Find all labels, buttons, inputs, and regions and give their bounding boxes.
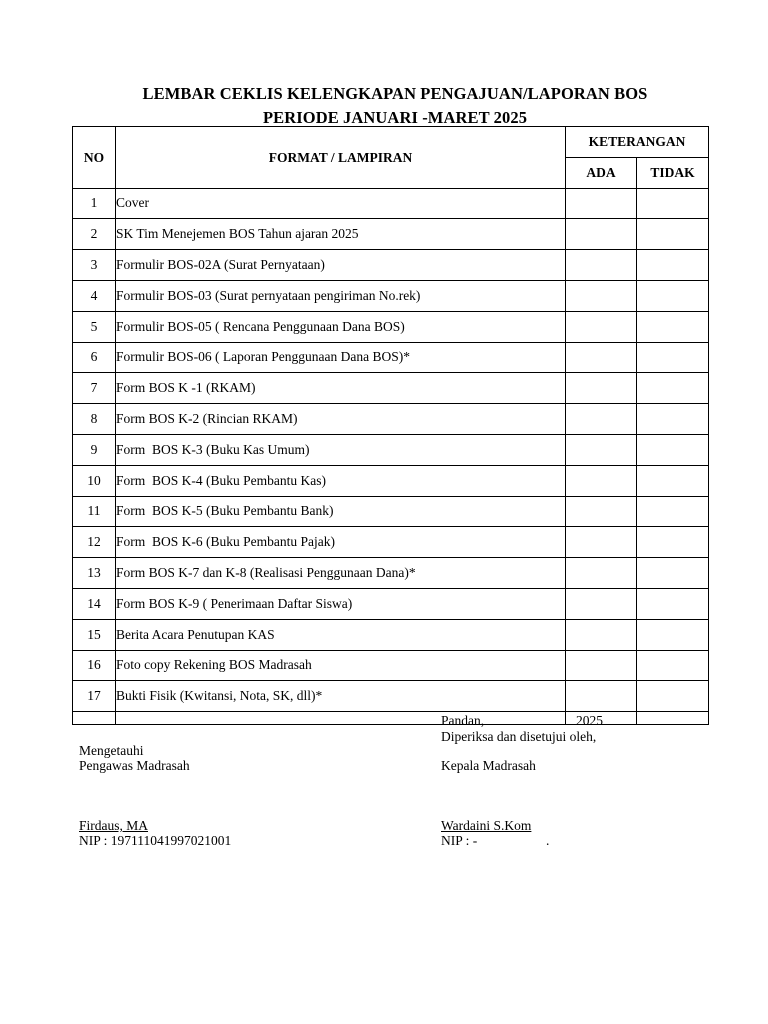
table-row [73, 558, 709, 589]
row-number: 8 [73, 404, 116, 435]
table-row [73, 434, 709, 465]
row-item: Bukti Fisik (Kwitansi, Nota, SK, dll)* [116, 681, 566, 712]
checkbox-tidak[interactable] [637, 558, 709, 589]
checkbox-tidak[interactable] [637, 250, 709, 281]
header-tidak: TIDAK [637, 157, 709, 188]
left-signatory-nip: NIP : 197111041997021001 [79, 833, 232, 848]
checkbox-ada[interactable] [566, 434, 637, 465]
left-label-pengawas: Pengawas Madrasah [79, 758, 190, 773]
table-row [73, 465, 709, 496]
checkbox-tidak[interactable] [637, 619, 709, 650]
table-row [73, 404, 709, 435]
table-header-row [73, 127, 709, 158]
right-signatory-nip: NIP : - [441, 833, 478, 848]
row-number: 12 [73, 527, 116, 558]
table-row [73, 280, 709, 311]
table-row [73, 219, 709, 250]
header-ada: ADA [566, 157, 637, 188]
row-number: 6 [73, 342, 116, 373]
right-label-kepala: Kepala Madrasah [441, 758, 536, 773]
table-row [73, 619, 709, 650]
checkbox-ada[interactable] [566, 280, 637, 311]
checkbox-ada[interactable] [566, 465, 637, 496]
checkbox-tidak[interactable] [637, 434, 709, 465]
checkbox-tidak[interactable] [637, 404, 709, 435]
table-row [73, 373, 709, 404]
checkbox-tidak[interactable] [637, 188, 709, 219]
document-title: LEMBAR CEKLIS KELENGKAPAN PENGAJUAN/LAPORAN BOS [142, 84, 648, 103]
row-number: 16 [73, 650, 116, 681]
checkbox-ada[interactable] [566, 250, 637, 281]
row-number: 14 [73, 588, 116, 619]
row-number: 5 [73, 311, 116, 342]
row-item: Form BOS K-4 (Buku Pembantu Kas) [116, 465, 566, 496]
checkbox-ada[interactable] [566, 558, 637, 589]
table-row [73, 527, 709, 558]
document-period: PERIODE JANUARI -MARET 2025 [262, 108, 528, 127]
row-item: Form BOS K-7 dan K-8 (Realisasi Penggunaan Dana)* [116, 558, 566, 589]
checklist-table [72, 126, 709, 725]
signature-checked-by: Diperiksa dan disetujui oleh, [441, 729, 597, 744]
checkbox-ada[interactable] [566, 219, 637, 250]
row-number: 17 [73, 681, 116, 712]
checkbox-tidak[interactable] [637, 496, 709, 527]
row-item: Form BOS K-3 (Buku Kas Umum) [116, 434, 566, 465]
checkbox-ada[interactable] [566, 404, 637, 435]
row-item: SK Tim Menejemen BOS Tahun ajaran 2025 [116, 219, 566, 250]
row-number: 10 [73, 465, 116, 496]
right-signatory-nip-dot: . [546, 833, 550, 848]
checkbox-tidak[interactable] [637, 465, 709, 496]
checkbox-tidak[interactable] [637, 311, 709, 342]
row-number: 4 [73, 280, 116, 311]
header-no: NO [73, 127, 116, 189]
row-item: Formulir BOS-03 (Surat pernyataan pengiriman No.rek) [116, 280, 566, 311]
checkbox-ada[interactable] [566, 650, 637, 681]
table-row [73, 250, 709, 281]
checkbox-ada[interactable] [566, 188, 637, 219]
checkbox-ada[interactable] [566, 496, 637, 527]
table-row [73, 681, 709, 712]
row-number: 3 [73, 250, 116, 281]
table-row [73, 188, 709, 219]
row-item: Form BOS K-5 (Buku Pembantu Bank) [116, 496, 566, 527]
table-row [73, 496, 709, 527]
checkbox-tidak[interactable] [637, 342, 709, 373]
row-number: 1 [73, 188, 116, 219]
checkbox-ada[interactable] [566, 342, 637, 373]
table-row [73, 342, 709, 373]
table-row [73, 588, 709, 619]
row-item: Cover [116, 188, 566, 219]
left-signatory-name: Firdaus, MA [79, 818, 149, 833]
row-item: Form BOS K-6 (Buku Pembantu Pajak) [116, 527, 566, 558]
row-item: Form BOS K -1 (RKAM) [116, 373, 566, 404]
checkbox-ada[interactable] [566, 681, 637, 712]
empty-cell [116, 712, 566, 725]
row-item: Form BOS K-9 ( Penerimaan Daftar Siswa) [116, 588, 566, 619]
row-number: 7 [73, 373, 116, 404]
signature-place: Pandan, [441, 713, 485, 728]
row-number: 13 [73, 558, 116, 589]
checkbox-ada[interactable] [566, 619, 637, 650]
checkbox-ada[interactable] [566, 588, 637, 619]
checkbox-tidak[interactable] [637, 588, 709, 619]
table-row [73, 650, 709, 681]
checkbox-ada[interactable] [566, 311, 637, 342]
row-item: Formulir BOS-05 ( Rencana Penggunaan Dana BOS) [116, 311, 566, 342]
row-number: 15 [73, 619, 116, 650]
left-label-mengetahui: Mengetauhi [79, 743, 144, 758]
checkbox-tidak[interactable] [637, 650, 709, 681]
right-signatory-name: Wardaini S.Kom [441, 818, 532, 833]
empty-cell [73, 712, 116, 725]
row-number: 9 [73, 434, 116, 465]
checkbox-ada[interactable] [566, 527, 637, 558]
signature-year: 2025 [576, 713, 603, 728]
row-number: 11 [73, 496, 116, 527]
checkbox-tidak[interactable] [637, 373, 709, 404]
header-format: FORMAT / LAMPIRAN [116, 127, 566, 189]
empty-cell [637, 712, 709, 725]
row-number: 2 [73, 219, 116, 250]
row-item: Form BOS K-2 (Rincian RKAM) [116, 404, 566, 435]
row-item: Formulir BOS-02A (Surat Pernyataan) [116, 250, 566, 281]
checkbox-ada[interactable] [566, 373, 637, 404]
checkbox-tidak[interactable] [637, 219, 709, 250]
row-item: Berita Acara Penutupan KAS [116, 619, 566, 650]
checkbox-tidak[interactable] [637, 280, 709, 311]
table-row [73, 311, 709, 342]
table-row-empty [73, 712, 709, 725]
header-keterangan: KETERANGAN [566, 127, 709, 158]
checkbox-tidak[interactable] [637, 527, 709, 558]
row-item: Foto copy Rekening BOS Madrasah [116, 650, 566, 681]
row-item: Formulir BOS-06 ( Laporan Penggunaan Dana BOS)* [116, 342, 566, 373]
checkbox-tidak[interactable] [637, 681, 709, 712]
